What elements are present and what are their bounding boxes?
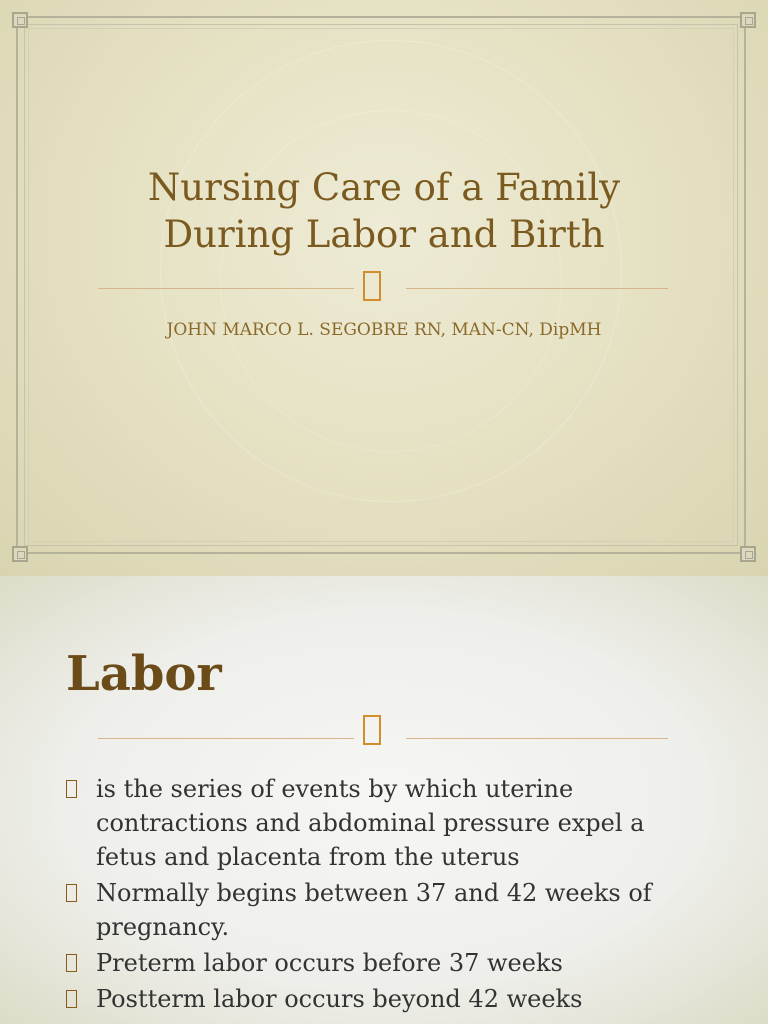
divider-ornament-icon	[363, 271, 381, 301]
list-item	[66, 982, 706, 1016]
list-item	[66, 946, 706, 980]
bullet-icon	[66, 990, 77, 1008]
divider-line	[98, 738, 354, 739]
slide-title	[60, 164, 708, 258]
slide-frame-inner-line	[28, 28, 734, 542]
bullet-text: is the series of events by which uterine contractions and abdominal pressure expel a fetus and placenta from the uterus	[96, 775, 645, 871]
bullet-text: Preterm labor occurs before 37 weeks	[96, 949, 563, 977]
title-line-1: Nursing Care of a Family	[147, 166, 621, 209]
divider-line	[406, 738, 668, 739]
list-item	[66, 876, 706, 944]
bullet-icon	[66, 884, 77, 902]
corner-ornament-icon	[12, 12, 28, 28]
corner-ornament-icon	[12, 546, 28, 562]
list-item	[66, 772, 706, 874]
content-slide	[0, 576, 768, 1024]
divider-line	[406, 288, 668, 289]
divider-ornament-icon	[363, 715, 381, 745]
bullet-list	[66, 772, 706, 1018]
bullet-text: Normally begins between 37 and 42 weeks of pregnancy.	[96, 879, 652, 941]
bullet-text: Postterm labor occurs beyond 42 weeks	[96, 985, 583, 1013]
corner-ornament-icon	[740, 12, 756, 28]
slide-subtitle: JOHN MARCO L. SEGOBRE RN, MAN-CN, DipMH	[166, 320, 602, 340]
bullet-icon	[66, 780, 77, 798]
corner-ornament-icon	[740, 546, 756, 562]
slide-heading: Labor	[66, 646, 222, 702]
divider-line	[98, 288, 354, 289]
title-line-2: During Labor and Birth	[163, 213, 605, 256]
bullet-icon	[66, 954, 77, 972]
